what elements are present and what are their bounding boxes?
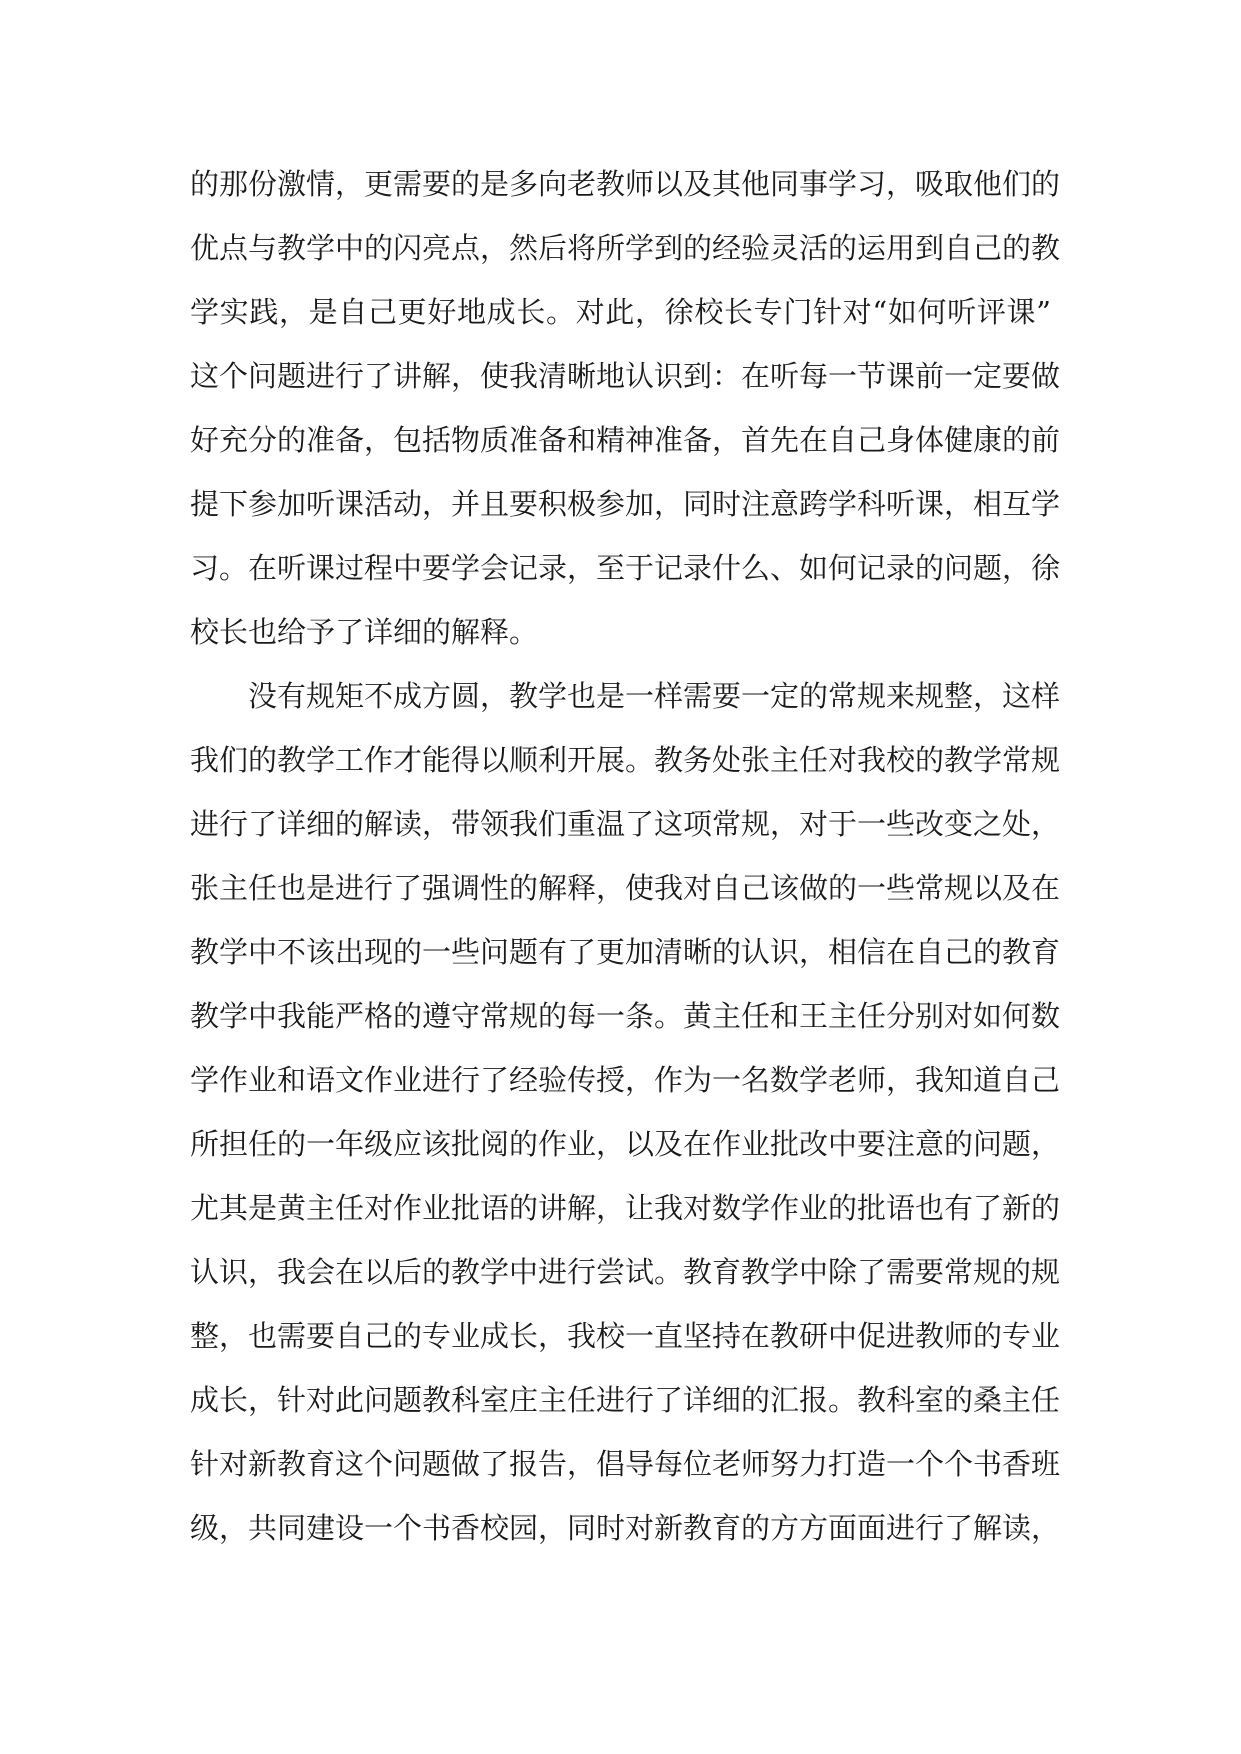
text-line: 优点与教学中的闪亮点，然后将所学到的经验灵活的运用到自己的教 — [190, 231, 1061, 265]
body-text — [190, 152, 1061, 1560]
text-line: 进行了详细的解读，带领我们重温了这项常规，对于一些改变之处， — [190, 807, 1061, 841]
text-line: 针对新教育这个问题做了报告，倡导每位老师努力打造一个个书香班 — [190, 1447, 1061, 1481]
text-line: 认识，我会在以后的教学中进行尝试。教育教学中除了需要常规的规 — [190, 1255, 1061, 1289]
text-line: 教学中我能严格的遵守常规的每一条。黄主任和王主任分别对如何数 — [190, 999, 1061, 1033]
text-line: 校长也给予了详细的解释。 — [190, 615, 539, 649]
text-line: 整，也需要自己的专业成长，我校一直坚持在教研中促进教师的专业 — [190, 1319, 1061, 1353]
text-line: 我们的教学工作才能得以顺利开展。教务处张主任对我校的教学常规 — [190, 743, 1061, 777]
text-line: 成长，针对此问题教科室庄主任进行了详细的汇报。教科室的桑主任 — [190, 1383, 1061, 1417]
text-line: 尤其是黄主任对作业批语的讲解，让我对数学作业的批语也有了新的 — [190, 1191, 1061, 1225]
text-line: 教学中不该出现的一些问题有了更加清晰的认识，相信在自己的教育 — [190, 935, 1061, 969]
text-line: 张主任也是进行了强调性的解释，使我对自己该做的一些常规以及在 — [190, 871, 1061, 905]
text-line: 没有规矩不成方圆，教学也是一样需要一定的常规来规整，这样 — [248, 679, 1061, 713]
text-line: 提下参加听课活动，并且要积极参加，同时注意跨学科听课，相互学 — [190, 487, 1061, 521]
text-line: 学实践，是自己更好地成长。对此，徐校长专门针对“如何听评课” — [190, 295, 1051, 329]
text-line: 所担任的一年级应该批阅的作业，以及在作业批改中要注意的问题， — [190, 1127, 1061, 1161]
text-line: 好充分的准备，包括物质准备和精神准备，首先在自己身体健康的前 — [190, 423, 1061, 457]
text-line: 的那份激情，更需要的是多向老教师以及其他同事学习，吸取他们的 — [190, 167, 1061, 201]
text-line: 学作业和语文作业进行了经验传授，作为一名数学老师，我知道自己 — [190, 1063, 1061, 1097]
text-line: 习。在听课过程中要学会记录，至于记录什么、如何记录的问题，徐 — [190, 551, 1061, 585]
text-line: 这个问题进行了讲解，使我清晰地认识到：在听每一节课前一定要做 — [190, 359, 1061, 393]
text-line: 级，共同建设一个书香校园，同时对新教育的方方面面进行了解读， — [190, 1511, 1061, 1545]
